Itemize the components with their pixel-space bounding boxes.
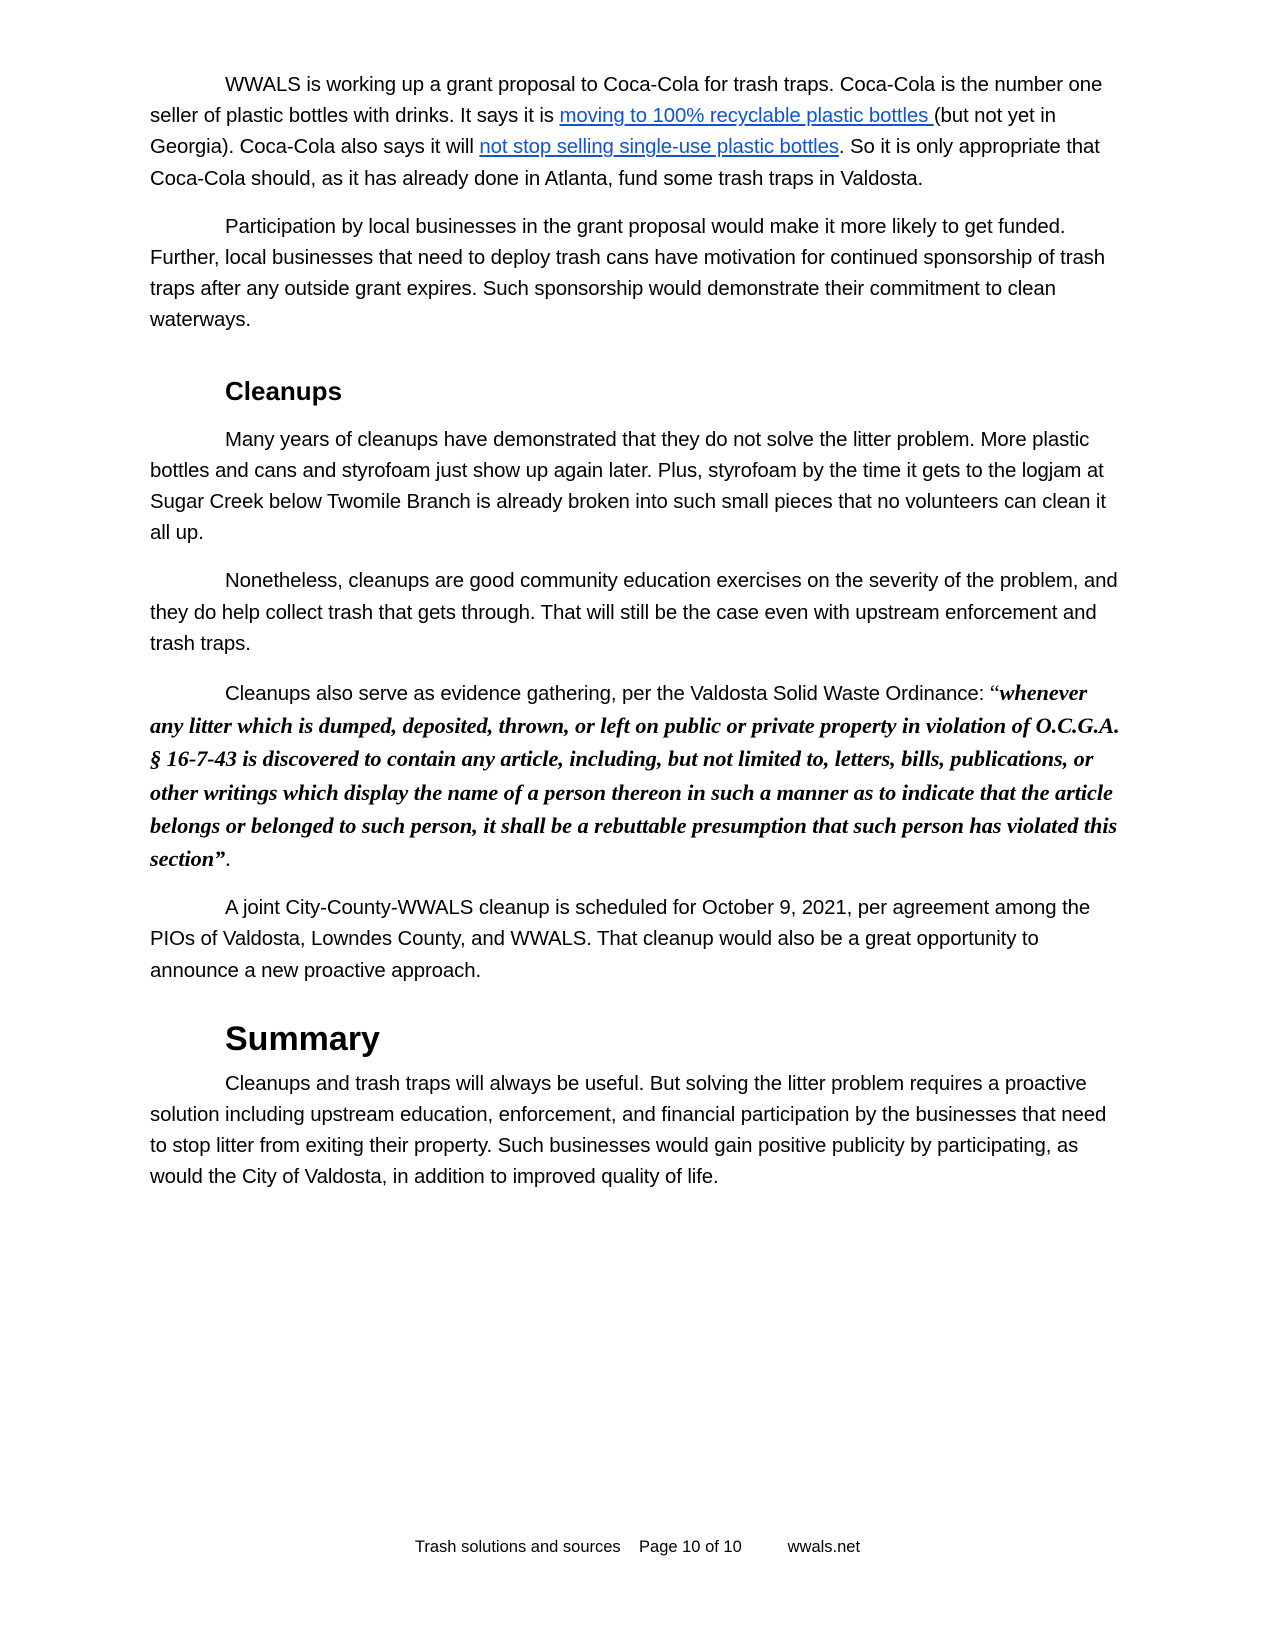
paragraph-evidence-gathering: [150, 677, 1125, 876]
open-quote-mark: “: [989, 680, 1000, 706]
ordinance-quote: whenever any litter which is dumped, deposited, thrown, or left on public or private property in violation of O.C.G.A. § 16-7-43 is discovered to contain any article, including, but not limited to, letters, bills, publications, or other writings which display the name of a person thereon in such a manner as to indicate that the article belongs or belonged to such person, it shall be a rebuttable presumption that such person has violated this section”: [150, 680, 1120, 872]
footer-site: wwals.net: [787, 1538, 861, 1556]
paragraph-text: Cleanups also serve as evidence gathering, per the Valdosta Solid Waste Ordinance:: [225, 683, 990, 706]
paragraph-summary: Cleanups and trash traps will always be useful. But solving the litter problem requires a proactive solution including upstream education, enforcement, and financial participation by the businesses that need to stop litter from exiting their property. Such businesses would gain positive publicity by participating, as would the City of Valdosta, in addition to improved quality of life.: [150, 1072, 1107, 1189]
paragraph-cleanups-education: Nonetheless, cleanups are good community education exercises on the severity of the problem, and they do help collect trash that gets through. That will still be the case even with upstream enforcement and trash traps.: [150, 570, 1118, 655]
paragraph-local-businesses: Participation by local businesses in the grant proposal would make it more likely to get funded. Further, local businesses that need to deploy trash cans have motivation for continued sponsorship of trash traps after any outside grant expires. Such sponsorship would demonstrate their commitment to clean waterways.: [150, 215, 1106, 332]
paragraph-joint-cleanup: A joint City-County-WWALS cleanup is scheduled for October 9, 2021, per agreement among the PIOs of Valdosta, Lowndes County, and WWALS. That cleanup would also be a great opportunity to announce a new proactive approach.: [150, 897, 1091, 982]
paragraph-cleanups-limits: Many years of cleanups have demonstrated that they do not solve the litter problem. More plastic bottles and cans and styrofoam just show up again later. Plus, styrofoam by the time it gets to the logjam at Sugar Creek below Twomile Branch is already broken into such small pieces that no volunteers can clean it all up.: [150, 428, 1106, 545]
document-page: [150, 70, 1125, 1211]
paragraph-text: . So it is only appropriate that Coca-Cola should, as it has already done in Atlanta, fund some trash traps in Valdosta.: [150, 136, 1100, 190]
recyclable-bottles-link[interactable]: moving to 100% recyclable plastic bottles: [559, 105, 934, 128]
paragraph-coca-cola-grant: [150, 70, 1125, 195]
quote-end-period: .: [225, 846, 231, 872]
heading-summary: Summary: [225, 1019, 380, 1058]
paragraph-text: (but not yet in Georgia). Coca-Cola also says it will: [150, 105, 1056, 159]
paragraph-text: WWALS is working up a grant proposal to Coca-Cola for trash traps. Coca-Cola is the number one seller of plastic bottles with drinks. It says it is: [150, 74, 1103, 128]
footer-page-number: Page 10 of 10: [639, 1538, 742, 1556]
heading-cleanups: Cleanups: [225, 375, 343, 406]
single-use-bottles-link[interactable]: not stop selling single-use plastic bottles: [479, 136, 839, 159]
footer-doc-title: Trash solutions and sources: [414, 1538, 621, 1556]
page-footer: [0, 1537, 1275, 1557]
